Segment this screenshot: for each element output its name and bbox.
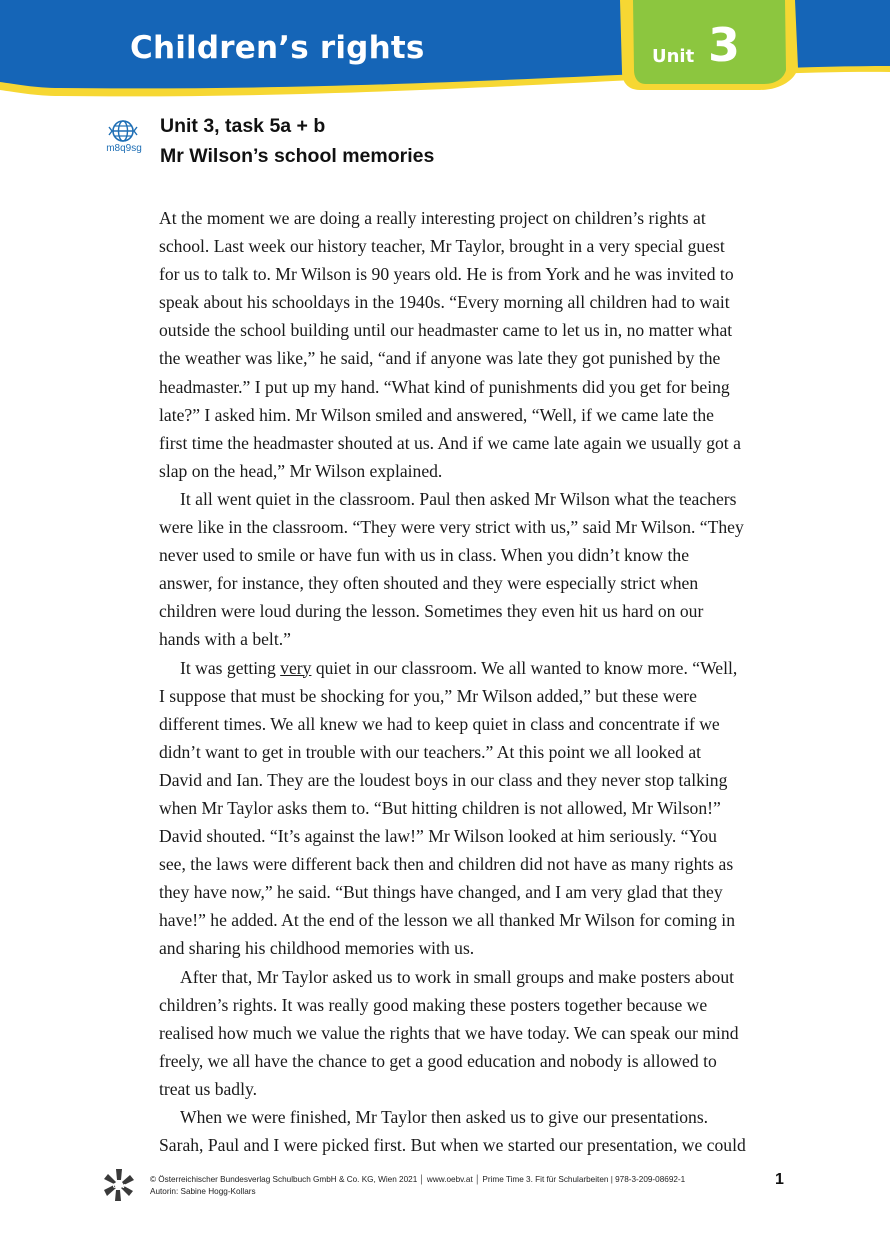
text-line: David shouted. “It’s against the law!” Mr Wilson looked at him seriously. “You [159, 826, 717, 847]
text-line: outside the school building until our headmaster came to let us in, no matter what [159, 320, 733, 341]
underlined-word: very [280, 657, 312, 678]
online-code[interactable]: m8q9sg [106, 143, 142, 154]
task-title: Unit 3, task 5a + b [160, 115, 326, 137]
text-line: I suppose that must be shocking for you,” Mr Wilson added,” but these were [159, 685, 697, 706]
text-line: the weather was like,” he said, “and if anyone was late they got punished by the [159, 348, 721, 369]
text-line: slap on the head,” Mr Wilson explained. [159, 460, 443, 481]
header-banner [0, 0, 890, 110]
footer-line-2: Autorin: Sabine Hogg-Kollars [150, 1187, 256, 1196]
text-line: didn’t want to get in trouble with our teachers.” At this point we all looked at [159, 741, 702, 762]
unit-number: 3 [708, 18, 741, 72]
footer-copyright [150, 1174, 685, 1198]
text-line: they have now,” he said. “But things have changed, and I am very glad that they [159, 882, 723, 903]
text-line: hands with a belt.” [159, 629, 291, 650]
text-line: Sarah, Paul and I were picked first. But when we started our presentation, we could [159, 1135, 746, 1156]
page-number: 1 [775, 1171, 784, 1188]
svg-text:öbv: öbv [112, 1183, 126, 1190]
text-line: headmaster.” I put up my hand. “What kind of punishments did you get for being [159, 376, 730, 397]
publisher-logo [104, 1169, 134, 1201]
text-line: freely, we all have the chance to get a good education and nobody is allowed to [159, 1050, 717, 1071]
text-line: first time the headmaster shouted at us. And if we came late again we usually got a [159, 432, 741, 453]
text-line: David and Ian. They are the loudest boys in our class and they never stop talking [159, 769, 728, 790]
footer-line-1: © Österreichischer Bundesverlag Schulbuch GmbH & Co. KG, Wien 2021 │ www.oebv.at │ Prime Time 3. Fit für Schularbeiten | 978-3-209-08692-1 [150, 1175, 686, 1184]
text-segment: It was getting [180, 657, 281, 678]
text-line: After that, Mr Taylor asked us to work in small groups and make posters about [180, 966, 735, 987]
task-subtitle: Mr Wilson’s school memories [160, 145, 435, 167]
text-line: and sharing his childhood memories with us. [159, 938, 475, 959]
text-line: It all went quiet in the classroom. Paul then asked Mr Wilson what the teachers [180, 488, 737, 509]
page-title: Children’s rights [130, 30, 425, 66]
text-line: When we were finished, Mr Taylor then asked us to give our presentations. [180, 1107, 709, 1127]
text-line: different times. We all knew we had to keep quiet in class and concentrate if we [159, 713, 720, 734]
text-line: children’s rights. It was really good making these posters together because we [159, 994, 708, 1015]
text-line: treat us badly. [159, 1078, 258, 1099]
text-line: speak about his schooldays in the 1940s. “Every morning all children had to wait [159, 292, 730, 313]
text-line: answer, for instance, they often shouted and they were especially strict when [159, 573, 699, 594]
story-text [159, 204, 789, 1159]
text-line: see, the laws were different back then and children did not have as many rights as [159, 854, 734, 875]
text-segment: quiet in our classroom. We all wanted to know more. “Well, [311, 657, 738, 678]
text-line: when Mr Taylor asks them to. “But hitting children is not allowed, Mr Wilson!” [159, 797, 721, 818]
text-line: children were loud during the lesson. Sometimes they even hit us hard on our [159, 601, 704, 622]
text-line: At the moment we are doing a really interesting project on children’s rights at [159, 208, 706, 228]
text-line: never used to smile or have fun with us in class. When you didn’t know the [159, 545, 690, 566]
text-line: late?” I asked him. Mr Wilson smiled and answered, “Well, if we came late the [159, 404, 714, 425]
unit-label: Unit [652, 46, 695, 67]
text-line: were like in the classroom. “They were very strict with us,” said Mr Wilson. “They [159, 517, 744, 538]
text-line: for us to talk to. Mr Wilson is 90 years old. He is from York and he was invited to [159, 264, 734, 285]
text-line: realised how much we value the rights that we have today. We can speak our mind [159, 1022, 739, 1043]
text-line: have!” he added. At the end of the lesson we all thanked Mr Wilson for coming in [159, 910, 735, 931]
text-line-with-underline [159, 654, 789, 682]
text-line: school. Last week our history teacher, Mr Taylor, brought in a very special guest [159, 236, 725, 257]
